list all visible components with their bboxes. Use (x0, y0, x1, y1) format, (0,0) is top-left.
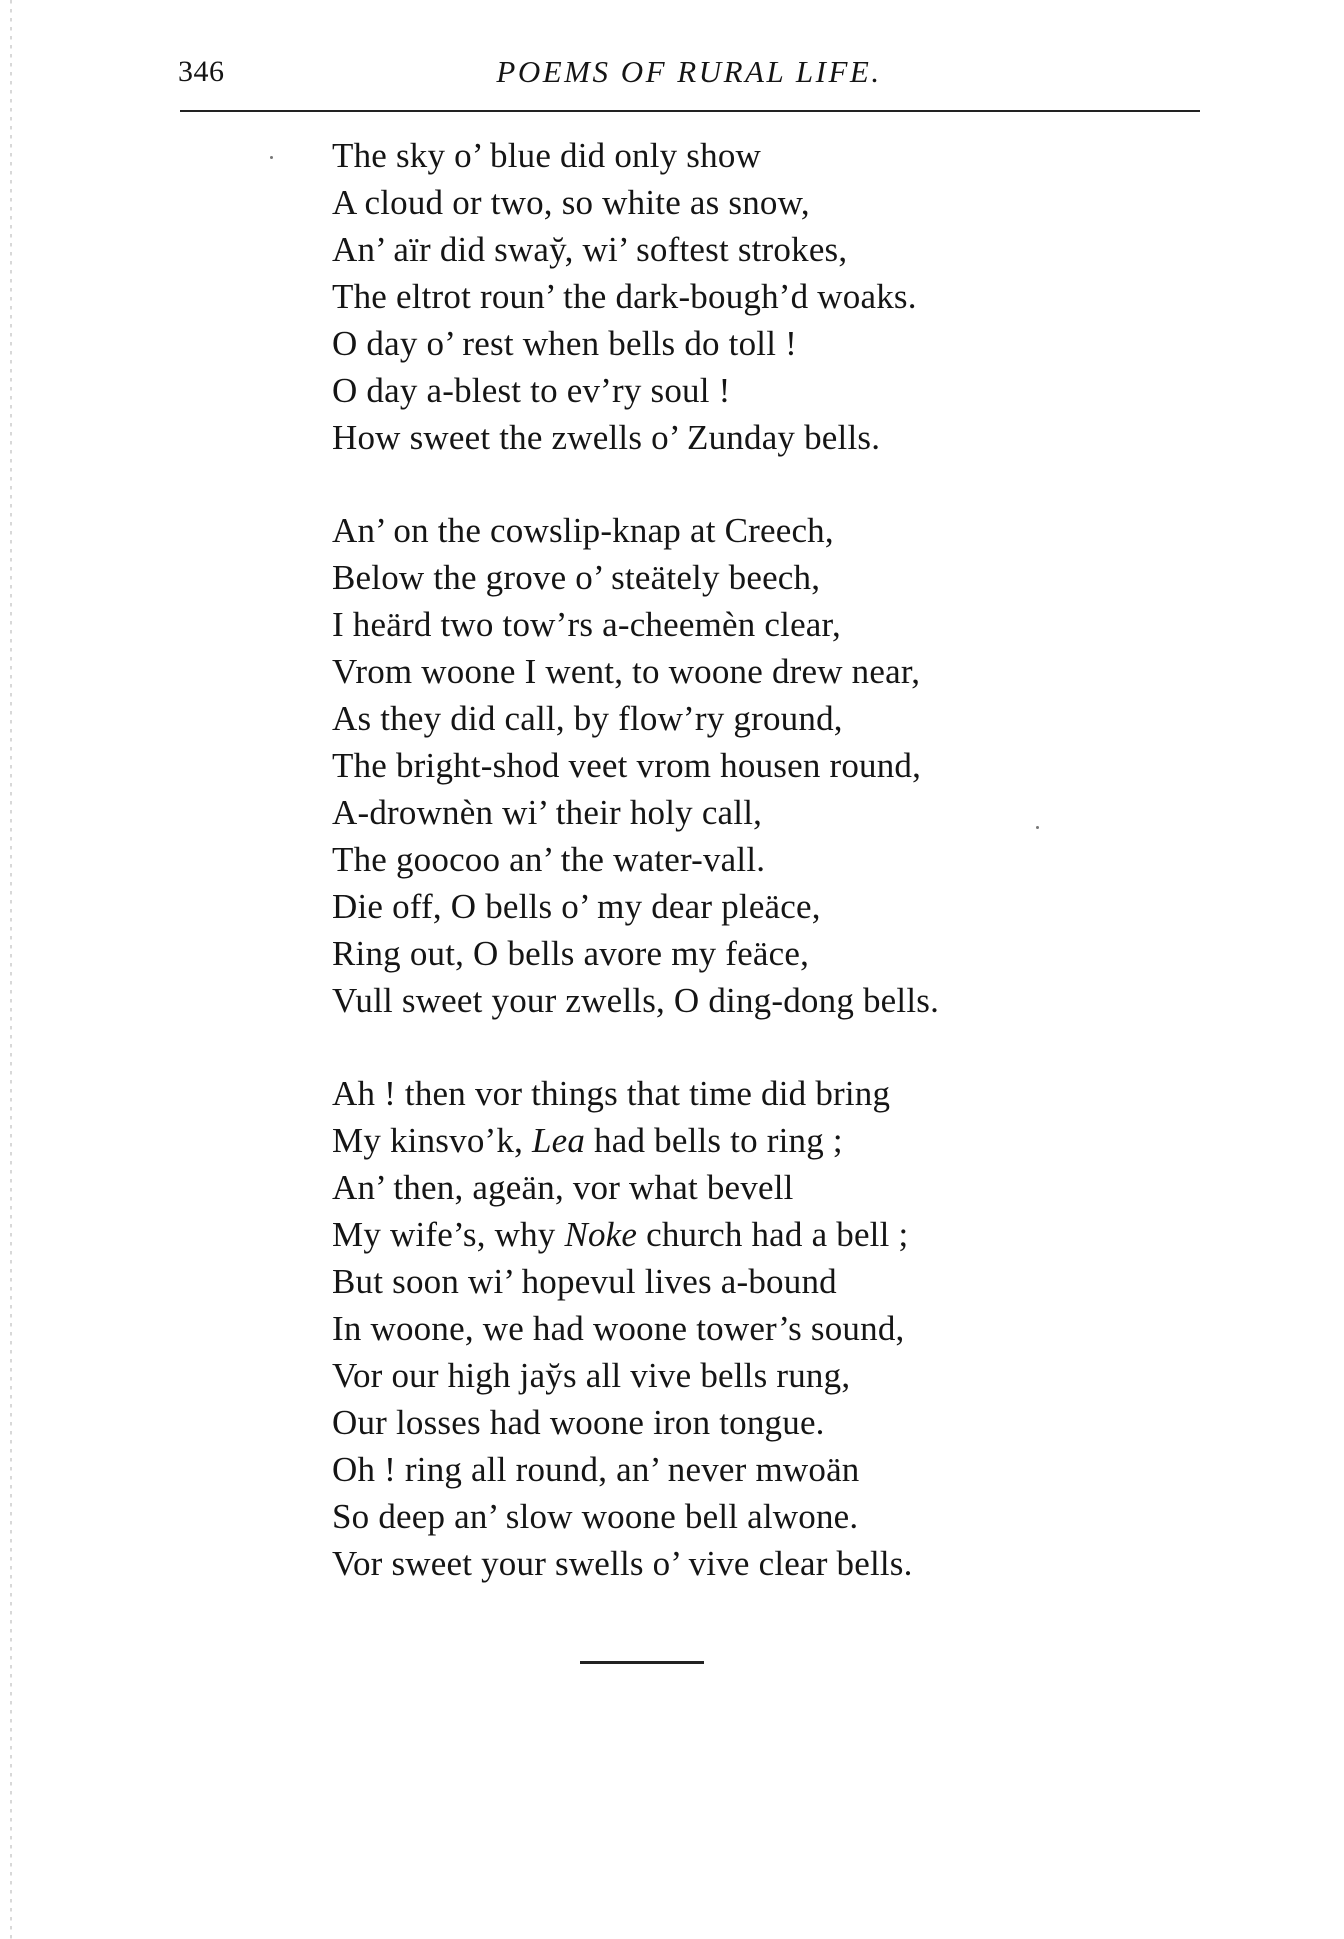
stanza-2 (332, 507, 1232, 1024)
running-title: POEMS OF RURAL LIFE. (496, 54, 882, 89)
poem-line: The bright-shod veet vrom housen round, (332, 746, 922, 785)
poem-line: O day o’ rest when bells do toll ! (332, 324, 797, 363)
poem-line: Die off, O bells o’ my dear pleäce, (332, 887, 821, 926)
line-text: My wife’s, why (332, 1215, 565, 1254)
poem-line: O day a-blest to ev’ry soul ! (332, 371, 731, 410)
poem-line: An’ on the cowslip-knap at Creech, (332, 511, 834, 550)
poem-text (332, 132, 1232, 1633)
end-rule (580, 1661, 704, 1664)
poem-line: A cloud or two, so white as snow, (332, 183, 810, 222)
poem-line: An’ aïr did sway̆, wi’ softest strokes, (332, 230, 848, 269)
poem-line: Ring out, O bells avore my feäce, (332, 934, 810, 973)
page-number: 346 (178, 55, 225, 88)
place-name-italic: Lea (531, 1121, 586, 1160)
print-speck (1036, 826, 1039, 829)
stanza-3 (332, 1070, 1232, 1587)
poem-line: Our losses had woone iron tongue. (332, 1403, 825, 1442)
poem-line (332, 1117, 1232, 1164)
poem-line: In woone, we had woone tower’s sound, (332, 1309, 905, 1348)
poem-line: But soon wi’ hopevul lives a-bound (332, 1262, 837, 1301)
poem-line: An’ then, ageän, vor what bevell (332, 1168, 794, 1207)
place-name-italic: Noke (564, 1215, 638, 1254)
print-speck (270, 156, 273, 159)
poem-line: Below the grove o’ steätely beech, (332, 558, 821, 597)
poem-line: Ah ! then vor things that time did bring (332, 1074, 891, 1113)
poem-line (332, 1211, 1232, 1258)
poem-line: How sweet the zwells o’ Zunday bells. (332, 418, 881, 457)
poem-line: Vull sweet your zwells, O ding-dong bells. (332, 981, 940, 1020)
poem-line: As they did call, by flow’ry ground, (332, 699, 843, 738)
poem-line: Vrom woone I went, to woone drew near, (332, 652, 921, 691)
page-edge-margin (10, 0, 12, 1939)
line-text: had bells to ring ; (585, 1121, 843, 1160)
poem-line: Vor sweet your swells o’ vive clear bells. (332, 1544, 913, 1583)
poem-line: I heärd two tow’rs a-cheemèn clear, (332, 605, 841, 644)
line-text: My kinsvo’k, (332, 1121, 532, 1160)
line-text: church had a bell ; (637, 1215, 909, 1254)
poem-line: The goocoo an’ the water-vall. (332, 840, 766, 879)
poem-line: The sky o’ blue did only show (332, 136, 761, 175)
poem-line: Vor our high jay̆s all vive bells rung, (332, 1356, 851, 1395)
header-rule (180, 110, 1200, 112)
poem-line: A-drownèn wi’ their holy call, (332, 793, 763, 832)
poem-line: So deep an’ slow woone bell alwone. (332, 1497, 859, 1536)
stanza-1 (332, 132, 1232, 461)
poem-line: The eltrot roun’ the dark-bough’d woaks. (332, 277, 917, 316)
page-header (178, 50, 1200, 94)
poem-line: Oh ! ring all round, an’ never mwoän (332, 1450, 860, 1489)
